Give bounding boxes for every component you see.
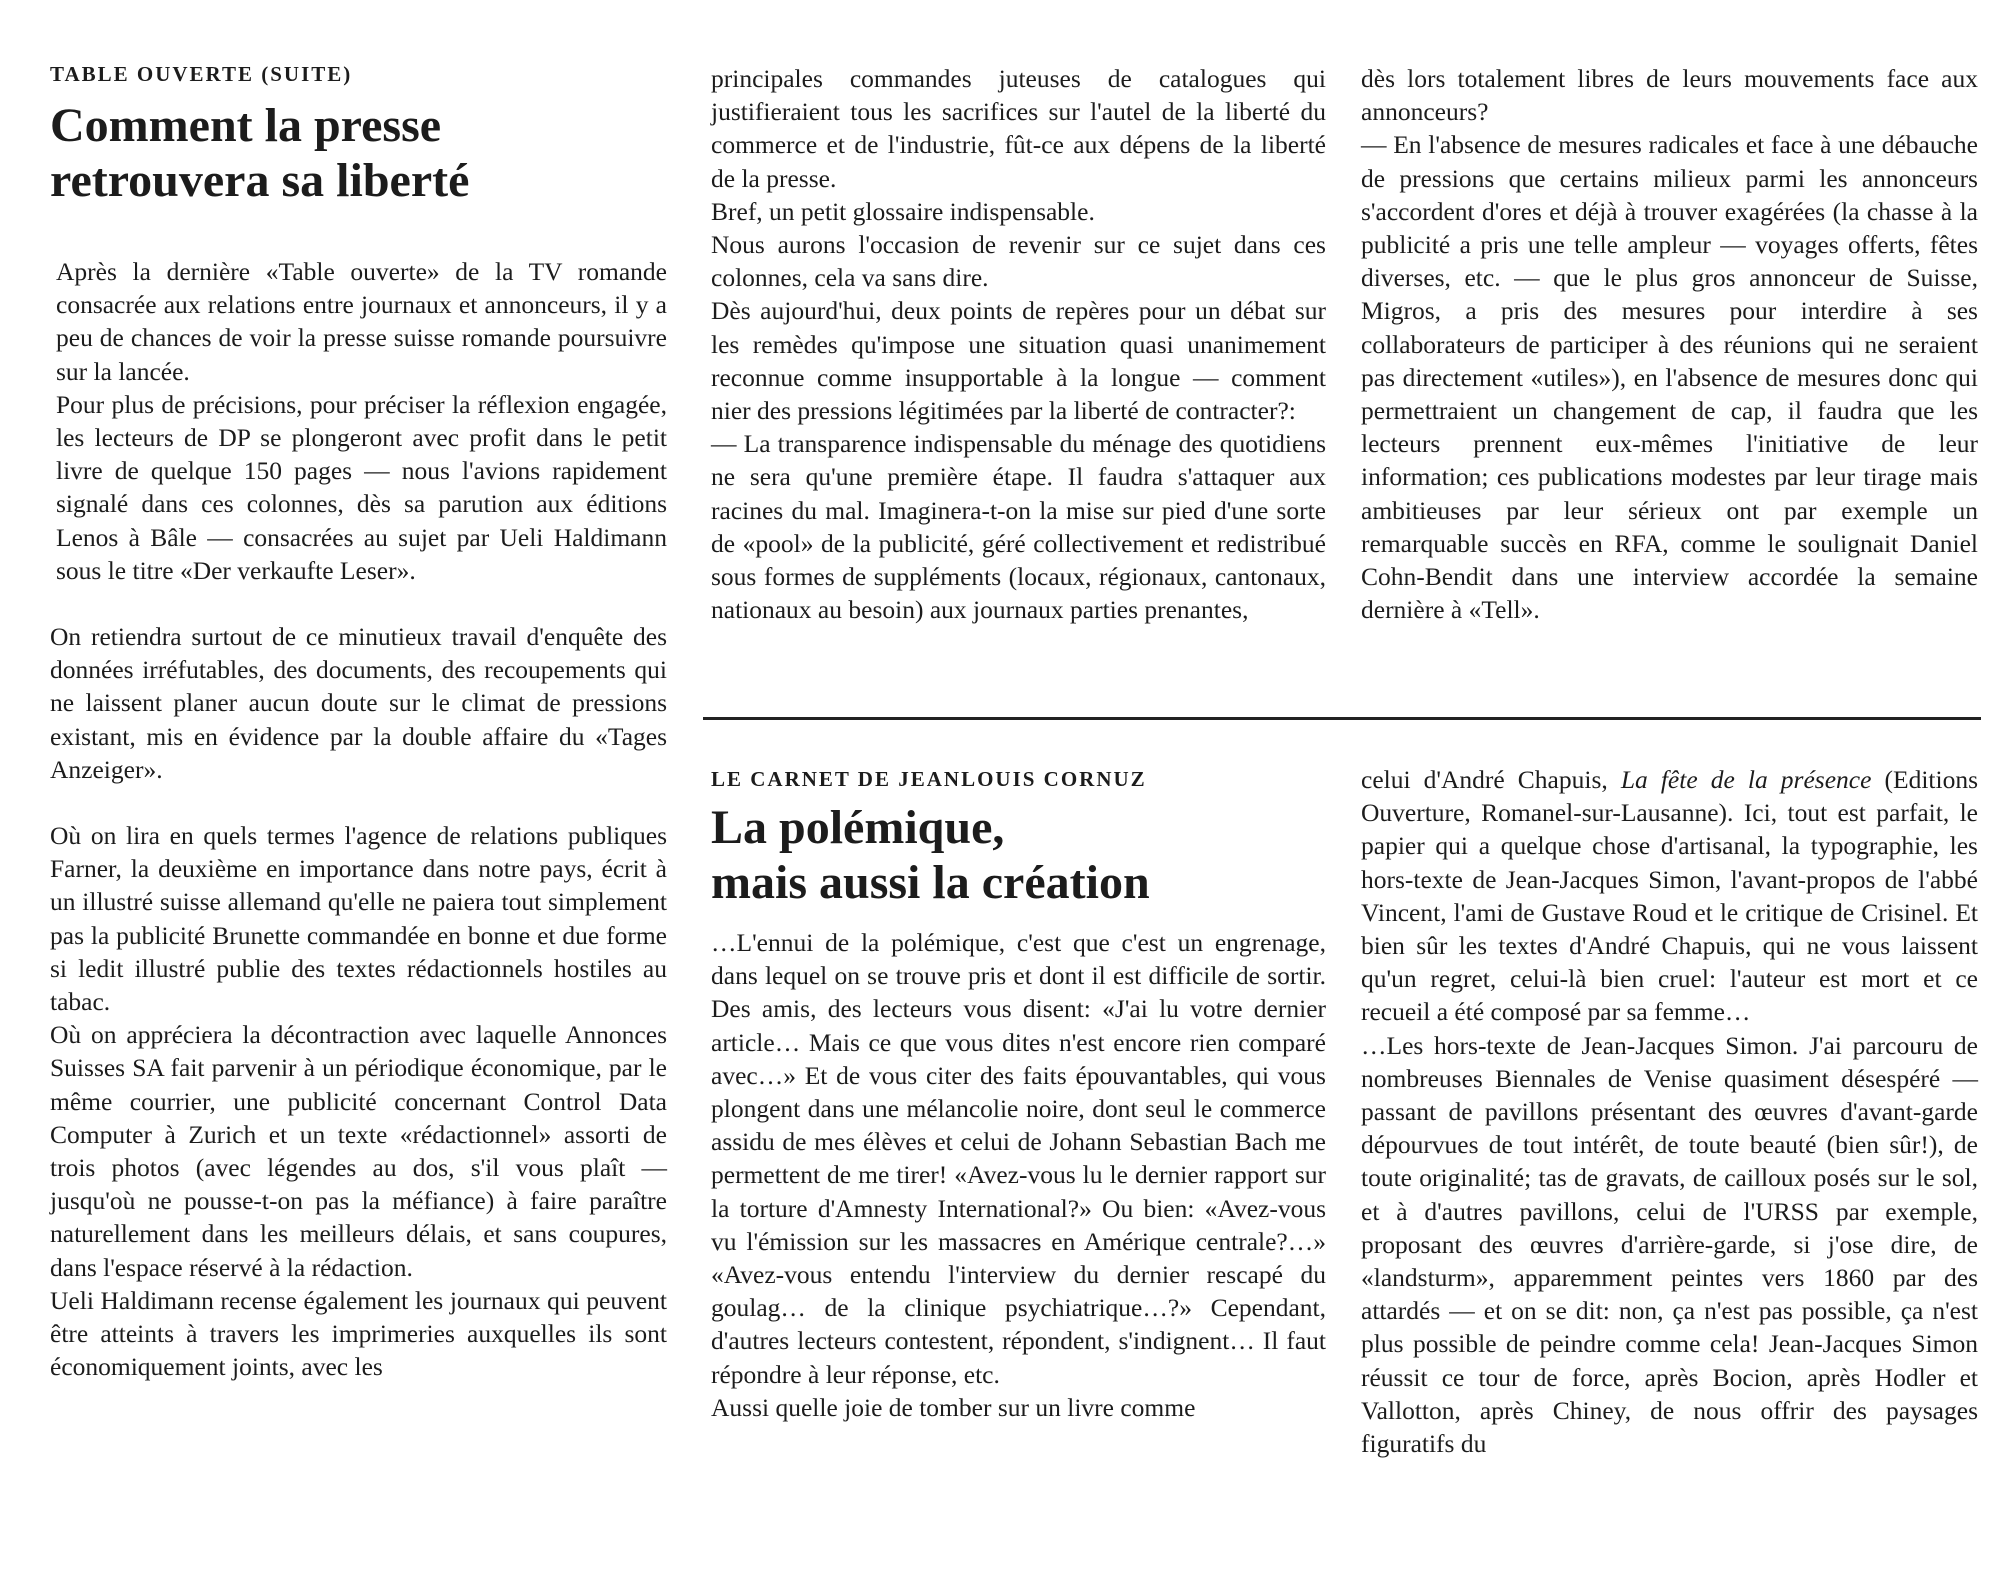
article1-headline-line1: Comment la presse: [50, 99, 442, 152]
article1-paragraph: dès lors totalement libres de leurs mouvements face aux annonceurs?: [1361, 64, 1978, 127]
article1-paragraph: Pour plus de précisions, pour préciser la réflexion engagée, les lecteurs de DP se plongeront avec profit dans le petit livre de quelque 150 pages — nous l'avions rapidement signalé dans ces colonnes, dès sa parution aux éditions Lenos à Bâle — consacrées au sujet par Ueli Haldimann sous le titre «Der verkaufte Leser».: [56, 389, 667, 585]
article2-text: celui d'André Chapuis,: [1361, 765, 1621, 794]
article1-column-2: [711, 62, 1326, 626]
article1-headline: [50, 98, 667, 208]
article1-paragraph: — La transparence indispensable du ménage des quotidiens ne sera qu'une première étape. Il faudra s'attaquer aux racines du mal. Imaginera-t-on la mise sur pied d'une sorte de «pool» de la publicité, géré collectivement et redistribué sous formes de suppléments (locaux, régionaux, cantonaux, nationaux au besoin) aux journaux parties prenantes,: [711, 429, 1326, 625]
book-title: La fête de la présence: [1620, 765, 1872, 794]
article1-paragraph: Dès aujourd'hui, deux points de repères pour un débat sur les remèdes qu'impose une situation quasi unanimement reconnue comme insupportable à la longue — comment nier des pressions légitimées par la liberté de contracter?:: [711, 296, 1326, 426]
article1-paragraph: Après la dernière «Table ouverte» de la TV romande consacrée aux relations entre journaux et annonceurs, il y a peu de chances de voir la presse suisse romande poursuivre sur la lancée.: [56, 257, 667, 386]
article2-paragraph: …L'ennui de la polémique, c'est que c'est un engrenage, dans lequel on se trouve pris et dont il est difficile de sortir. Des amis, des lecteurs vous disent: «J'ai lu votre dernier article… Mais ce que vous dites n'est encore rien comparé avec…» Et de vous citer des faits épouvantables, qui vous plongent dans une mélancolie noire, dont seul le commerce assidu de mes élèves et celui de Johann Sebastian Bach me permettent de me tirer! «Avez-vous lu le dernier rapport sur la torture d'Amnesty International?» Ou bien: «Avez-vous vu l'émission sur les massacres en Amérique centrale?…» «Avez-vous entendu l'interview du dernier rescapé du goulag… de la clinique psychiatrique…?» Cependant, d'autres lecteurs contestent, répondent, s'indignent… Il faut répondre à leur réponse, etc.: [711, 928, 1326, 1389]
article1-paragraph: principales commandes juteuses de catalogues qui justifieraient tous les sacrifices sur l'autel de la liberté du commerce et de l'industrie, fût-ce aux dépens de la liberté de la presse.: [711, 64, 1326, 193]
article1-kicker: TABLE OUVERTE (SUITE): [50, 62, 353, 86]
article2-headline-line1: La polémique,: [711, 801, 1005, 854]
article1-column-3: [1361, 62, 1978, 626]
article2-headline-line2: mais aussi la création: [711, 856, 1150, 909]
article1-paragraph: Nous aurons l'occasion de revenir sur ce sujet dans ces colonnes, cela va sans dire.: [711, 230, 1326, 293]
article2-paragraph: [1361, 763, 1978, 1029]
article1-column-1: [50, 60, 667, 1384]
article2-paragraph: …Les hors-texte de Jean-Jacques Simon. J'ai parcouru de nombreuses Biennales de Venise quasiment désespéré — passant de pavillons présentant des œuvres d'avant-garde dépourvues de tout intérêt, de toute beauté (bien sûr!), de toute originalité; tas de gravats, de cailloux posés sur le sol, et à d'autres pavillons, celui de l'URSS par exemple, proposant des œuvres d'arrière-garde, si j'ose dire, de «landsturm», apparemment peintes vers 1860 par des attardés — et on se dit: non, ça n'est pas possible, ça n'est plus possible de peindre comme cela! Jean-Jacques Simon réussit ce tour de force, après Bocion, après Hodler et Vallotton, après Chiney, de nous offrir des paysages figuratifs du: [1361, 1030, 1978, 1459]
section-divider-rule: [703, 717, 1981, 720]
article2-kicker: LE CARNET DE JEANLOUIS CORNUZ: [711, 767, 1147, 791]
article2-column-2: [711, 765, 1326, 1424]
article1-paragraph: Bref, un petit glossaire indispensable.: [711, 196, 1095, 226]
article1-paragraph: — En l'absence de mesures radicales et face à une débauche de pressions que certains milieux parmi les annonceurs s'accordent d'ores et déjà à trouver exagérées (la chasse à la publicité a pris une telle ampleur — voyages offerts, fêtes diverses, etc. — que le plus gros annonceur de Suisse, Migros, a pris des mesures pour interdire à ses collaborateurs de participer à des réunions qui ne seraient pas directement «utiles»), en l'absence de mesures donc qui permettraient un changement de cap, il faudra que les lecteurs prennent eux-mêmes l'initiative de leur information; ces publications modestes par leur tirage mais ambitieuses par leur sérieux ont par exemple un remarquable succès en RFA, comme le soulignait Daniel Cohn-Bendit dans une interview accordée la semaine dernière à «Tell».: [1361, 130, 1978, 625]
article1-paragraph: Où on appréciera la décontraction avec laquelle Annonces Suisses SA fait parvenir à un périodique économique, par le même courrier, une publicité concernant Control Data Computer à Zurich et un texte «rédactionnel» assorti de trois photos (avec légendes au dos, s'il vous plaît — jusqu'où ne pousse-t-on pas la méfiance) à faire paraître naturellement dans les meilleurs délais, et sans coupures, dans l'espace réservé à la rédaction.: [50, 1020, 667, 1282]
article1-headline-line2: retrouvera sa liberté: [50, 154, 470, 207]
article2-column-3: [1361, 763, 1978, 1460]
article1-paragraph: Où on lira en quels termes l'agence de relations publiques Farner, la deuxième en importance dans notre pays, écrit à un illustré suisse allemand qu'elle ne paiera tout simplement pas la publicité Brunette commandée en bonne et due forme si ledit illustré publie des textes rédactionnels hostiles au tabac.: [50, 821, 667, 1017]
article1-paragraph: Ueli Haldimann recense également les journaux qui peuvent être atteints à travers les imprimeries auxquelles ils sont économiquement joints, avec les: [50, 1285, 667, 1382]
article1-paragraph: On retiendra surtout de ce minutieux travail d'enquête des données irréfutables, des documents, des recoupements qui ne laissent planer aucun doute sur le climat de pressions existant, mis en évidence par la double affaire du «Tages Anzeiger».: [50, 622, 667, 784]
article2-text: (Editions Ouverture, Romanel-sur-Lausanne). Ici, tout est parfait, le papier qui a quelque chose d'artisanal, la typographie, les hors-texte de Jean-Jacques Simon, l'avant-propos de l'abbé Vincent, l'ami de Gustave Roud et le critique de Crisinel. Et bien sûr les textes d'André Chapuis, qui ne vous laissent qu'un regret, celui-là bien cruel: l'auteur est mort et ce recueil a été composé par sa femme…: [1361, 765, 1978, 1027]
article2-headline: [711, 800, 1326, 910]
article2-paragraph: Aussi quelle joie de tomber sur un livre comme: [711, 1392, 1196, 1422]
